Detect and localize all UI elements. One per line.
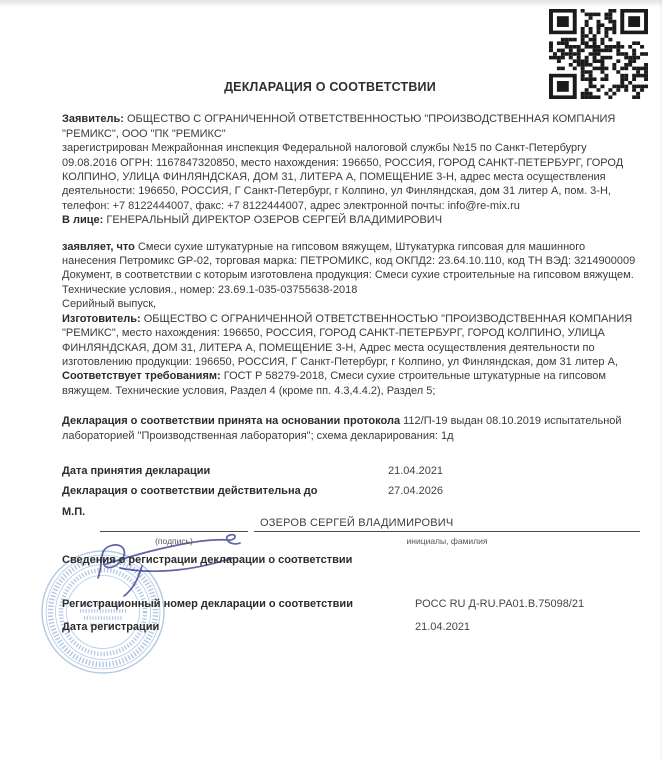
registration-number-row (62, 597, 640, 611)
manufacturer-label: Изготовитель: (62, 312, 141, 325)
basis-paragraph (62, 414, 640, 443)
signatory-name-caption: инициалы, фамилия (406, 536, 488, 547)
product-paragraph (62, 240, 640, 398)
adoption-date-value: 21.04.2021 (388, 464, 444, 477)
applicant-name: ОБЩЕСТВО С ОГРАНИЧЕННОЙ ОТВЕТСТВЕННОСТЬЮ "ПРОИЗВОДСТВЕННАЯ КОМПАНИЯ "РЕМИКС", ООО "ПК "РЕМИКС" (62, 113, 616, 140)
applicant-label: Заявитель: (62, 113, 124, 126)
expiry-date-value: 27.04.2026 (388, 485, 444, 498)
dates-block (62, 464, 640, 499)
adoption-date-row (62, 464, 640, 478)
declares-label: заявляет, что (62, 240, 135, 253)
registration-heading: Сведения о регистрации декларации о соответствии (62, 553, 353, 566)
compliance-text: ГОСТ Р 58279-2018, Смеси сухие строительные штукатурные на гипсовом вяжущем. Технические условия, Раздел 4 (кроме пп. 4.3,4.4.2), Раздел 5; (62, 370, 606, 397)
signatory-name-line (254, 531, 640, 532)
product-description: Смеси сухие штукатурные на гипсовом вяжущем, Штукатурка гипсовая для машинного нанесения Петромикс GP-02, торговая марка: ПЕТРОМИКС, код ОКПД2: 23.64.10.110, код ТН ВЭД: 3214900009 (62, 240, 636, 268)
signatory-name: ОЗЕРОВ СЕРГЕЙ ВЛАДИМИРОВИЧ (260, 516, 454, 529)
representative-name: ГЕНЕРАЛЬНЫЙ ДИРЕКТОР ОЗЕРОВ СЕРГЕЙ ВЛАДИМИРОВИЧ (106, 214, 443, 227)
registration-block (62, 597, 640, 634)
compliance-label: Соответствует требованиям: (62, 370, 221, 383)
applicant-paragraph (62, 112, 640, 227)
adoption-date-label: Дата принятия декларации (62, 464, 211, 477)
representative-label: В лице: (62, 214, 104, 227)
expiry-date-label: Декларация о соответствии действительна до (62, 485, 318, 498)
basis-text: 112/П-19 выдан 08.10.2019 испытательной лабораторией "Производственная лаборатория"; схема декларирования: 1д (62, 415, 622, 442)
issue-type: Серийный выпуск, (62, 298, 157, 311)
signature-line (100, 531, 248, 532)
page-title: ДЕКЛАРАЦИЯ О СООТВЕТСТВИИ (224, 80, 436, 94)
registration-date-row (62, 620, 640, 634)
signatory-name-block (254, 516, 640, 549)
applicant-details: зарегистрирован Межрайонная инспекция Федеральной налоговой службы №15 по Санкт-Петербургу 09.08.2016 ОГРН: 1167847320850, место нахождения: 196650, РОССИЯ, ГОРОД САНКТ-ПЕТЕРБУРГ, ГОРОД КОЛПИНО, УЛИЦА ФИНЛЯНДСКАЯ, ДОМ 31, ЛИТЕРА А, ПОМЕЩЕНИЕ 3-Н, адрес места осуществления деятельности: 196650, РОССИЯ, Г Санкт-Петербург, г Колпино, ул Финляндская, дом 31 литер А, пом. 3-Н, телефон: +7 8122444007, факс: +7 8122444007, адрес электронной почты: info@re-mix.ru (62, 142, 624, 212)
registration-number-value: РОСС RU Д-RU.РА01.В.75098/21 (415, 598, 585, 611)
stamp-place-label: М.П. (62, 505, 86, 518)
product-document: Документ, в соответствии с которым изготовлена продукция: Смеси сухие строительные на гипсовом вяжущем. Технические условия., номер: 23.69.1-035-03755638-2018 (62, 269, 634, 296)
registration-date-label: Дата регистрации (62, 620, 160, 633)
signature-block (62, 505, 640, 551)
signature-caption: (подпись) (155, 535, 193, 546)
basis-label: Декларация о соответствии принята на основании протокола (62, 415, 401, 428)
expiry-date-row (62, 484, 640, 498)
registration-date-value: 21.04.2021 (415, 620, 471, 633)
registration-number-label: Регистрационный номер декларации о соответствии (62, 598, 353, 611)
manufacturer-details: ОБЩЕСТВО С ОГРАНИЧЕННОЙ ОТВЕТСТВЕННОСТЬЮ "ПРОИЗВОДСТВЕННАЯ КОМПАНИЯ "РЕМИКС", место нахождения: 196650, РОССИЯ, ГОРОД САНКТ-ПЕТЕРБУРГ, ГОРОД КОЛПИНО, УЛИЦА ФИНЛЯНДСКАЯ, ДОМ 31, ЛИТЕРА А, ПОМЕЩЕНИЕ 3-Н, Адрес места осуществления деятельности по изготовлению продукции: 196650, РОССИЯ, Г Санкт-Петербург, г Колпино, ул Финляндская, дом 31 литер А, (62, 312, 633, 368)
